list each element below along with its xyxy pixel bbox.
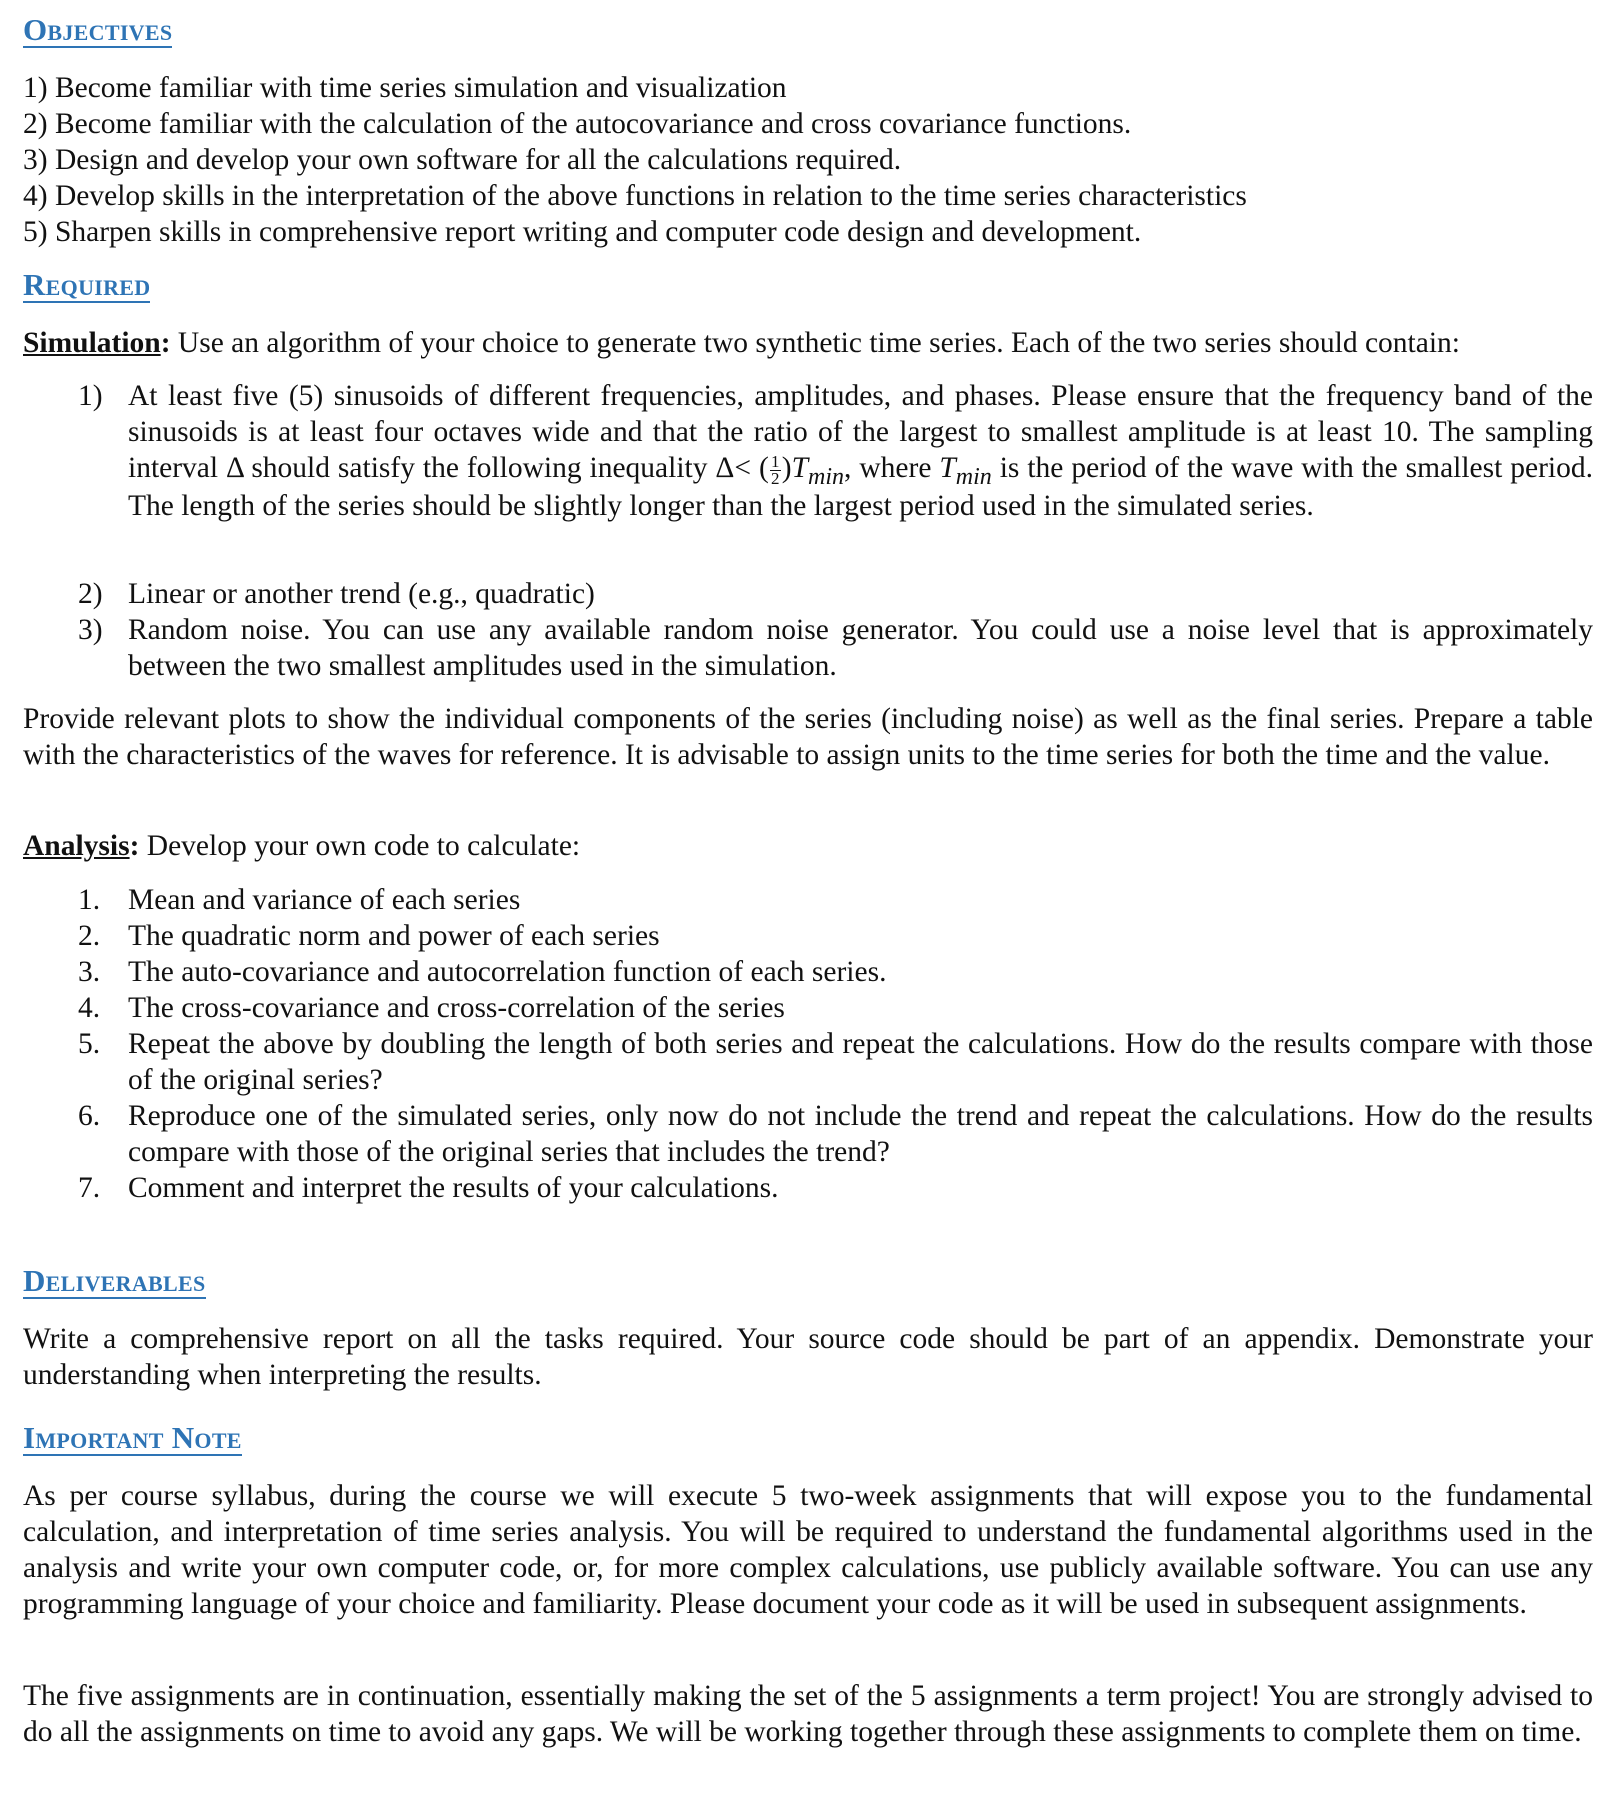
item-text: Repeat the above by doubling the length of both series and repeat the calculations. How do the results compare with those of the original series? [128, 1028, 1593, 1096]
item-number: 7. [78, 1172, 101, 1204]
important-note-heading: Important Note [23, 1420, 242, 1455]
item-number: 4. [78, 992, 101, 1024]
t-min-symbol: T [939, 452, 956, 484]
t-min-subscript: min [808, 464, 845, 490]
t-min-subscript: min [955, 464, 992, 490]
item-text: Random noise. You can use any available random noise generator. You could use a noise level that is approximately between the two smallest amplitudes used in the simulation. [128, 614, 1593, 682]
required-heading: Required [23, 267, 151, 302]
simulation-label: Simulation [23, 327, 161, 359]
analysis-intro: Analysis: Develop your own code to calculate: [23, 830, 581, 862]
objective-item: 5) Sharpen skills in comprehensive report writing and computer code design and development. [23, 216, 1142, 248]
item-text: Mean and variance of each series [128, 884, 521, 916]
objective-item: 4) Develop skills in the interpretation of the above functions in relation to the time series characteristics [23, 180, 1247, 212]
item-number: 3) [78, 614, 103, 646]
plots-paragraph: Provide relevant plots to show the individual components of the series (including noise) as well as the final series. Prepare a table with the characteristics of the waves for reference. It is advisable to assign units to the time series for both the time and the value. [23, 703, 1593, 771]
item-text-part: , where [844, 452, 940, 484]
item-text: Linear or another trend (e.g., quadratic) [128, 578, 595, 610]
item-text-part: At least five (5) sinusoids of different frequencies, amplitudes, and phases. Please ensure that the frequency band of the sinusoids is at least four octaves wide and that the ratio of the largest to smallest amplitude is at least 10. The sampling interval Δ should satisfy the following inequality Δ< ( [128, 380, 1593, 484]
deliverables-heading: Deliverables [23, 1263, 206, 1298]
item-text: Reproduce one of the simulated series, only now do not include the trend and repeat the calculations. How do the results compare with those of the original series that includes the trend? [128, 1100, 1593, 1168]
fraction-one-half [770, 451, 781, 488]
item-number: 2) [78, 578, 103, 610]
analysis-label: Analysis [23, 830, 130, 862]
item-number: 6. [78, 1100, 101, 1132]
objective-item: 2) Become familiar with the calculation of the autocovariance and cross covariance functions. [23, 108, 1132, 140]
item-text: Comment and interpret the results of your calculations. [128, 1172, 779, 1204]
simulation-intro: Simulation: Use an algorithm of your choice to generate two synthetic time series. Each of the two series should contain: [23, 327, 1460, 359]
item-number: 3. [78, 956, 101, 988]
item-text-part: ) [781, 452, 792, 484]
simulation-intro-text: Use an algorithm of your choice to generate two synthetic time series. Each of the two series should contain: [170, 327, 1460, 359]
item-text: The auto-covariance and autocorrelation function of each series. [128, 956, 887, 988]
item-number: 5. [78, 1028, 101, 1060]
objective-item: 1) Become familiar with time series simulation and visualization [23, 72, 787, 104]
item-text: The quadratic norm and power of each series [128, 920, 660, 952]
item-text: The cross-covariance and cross-correlation of the series [128, 992, 785, 1024]
item-number: 1) [78, 380, 103, 412]
objective-item: 3) Design and develop your own software for all the calculations required. [23, 144, 902, 176]
important-note-paragraph: As per course syllabus, during the course we will execute 5 two-week assignments that will expose you to the fundamental calculation, and interpretation of time series analysis. You will be required to understand the fundamental algorithms used in the analysis and write your own computer code, or, for more complex calculations, use publicly available software. You can use any programming language of your choice and familiarity. Please document your code as it will be used in subsequent assignments. [23, 1480, 1593, 1620]
item-number: 1. [78, 884, 101, 916]
deliverables-paragraph: Write a comprehensive report on all the tasks required. Your source code should be part of an appendix. Demonstrate your understanding when interpreting the results. [23, 1323, 1593, 1391]
item-text [128, 378, 1593, 524]
item-text-part: is the period of the wave with the smallest period. The length of the series should be slightly longer than the largest period used in the simulated series. [128, 452, 1594, 522]
analysis-intro-text: Develop your own code to calculate: [139, 830, 581, 862]
fraction-numerator: 1 [771, 451, 780, 471]
t-min-symbol: T [791, 452, 809, 484]
item-number: 2. [78, 920, 101, 952]
objectives-heading: Objectives [23, 12, 173, 47]
important-note-paragraph: The five assignments are in continuation, essentially making the set of the 5 assignments a term project! You are strongly advised to do all the assignments on time to avoid any gaps. We will be working together through these assignments to complete them on time. [23, 1680, 1593, 1748]
fraction-denominator: 2 [771, 468, 780, 488]
